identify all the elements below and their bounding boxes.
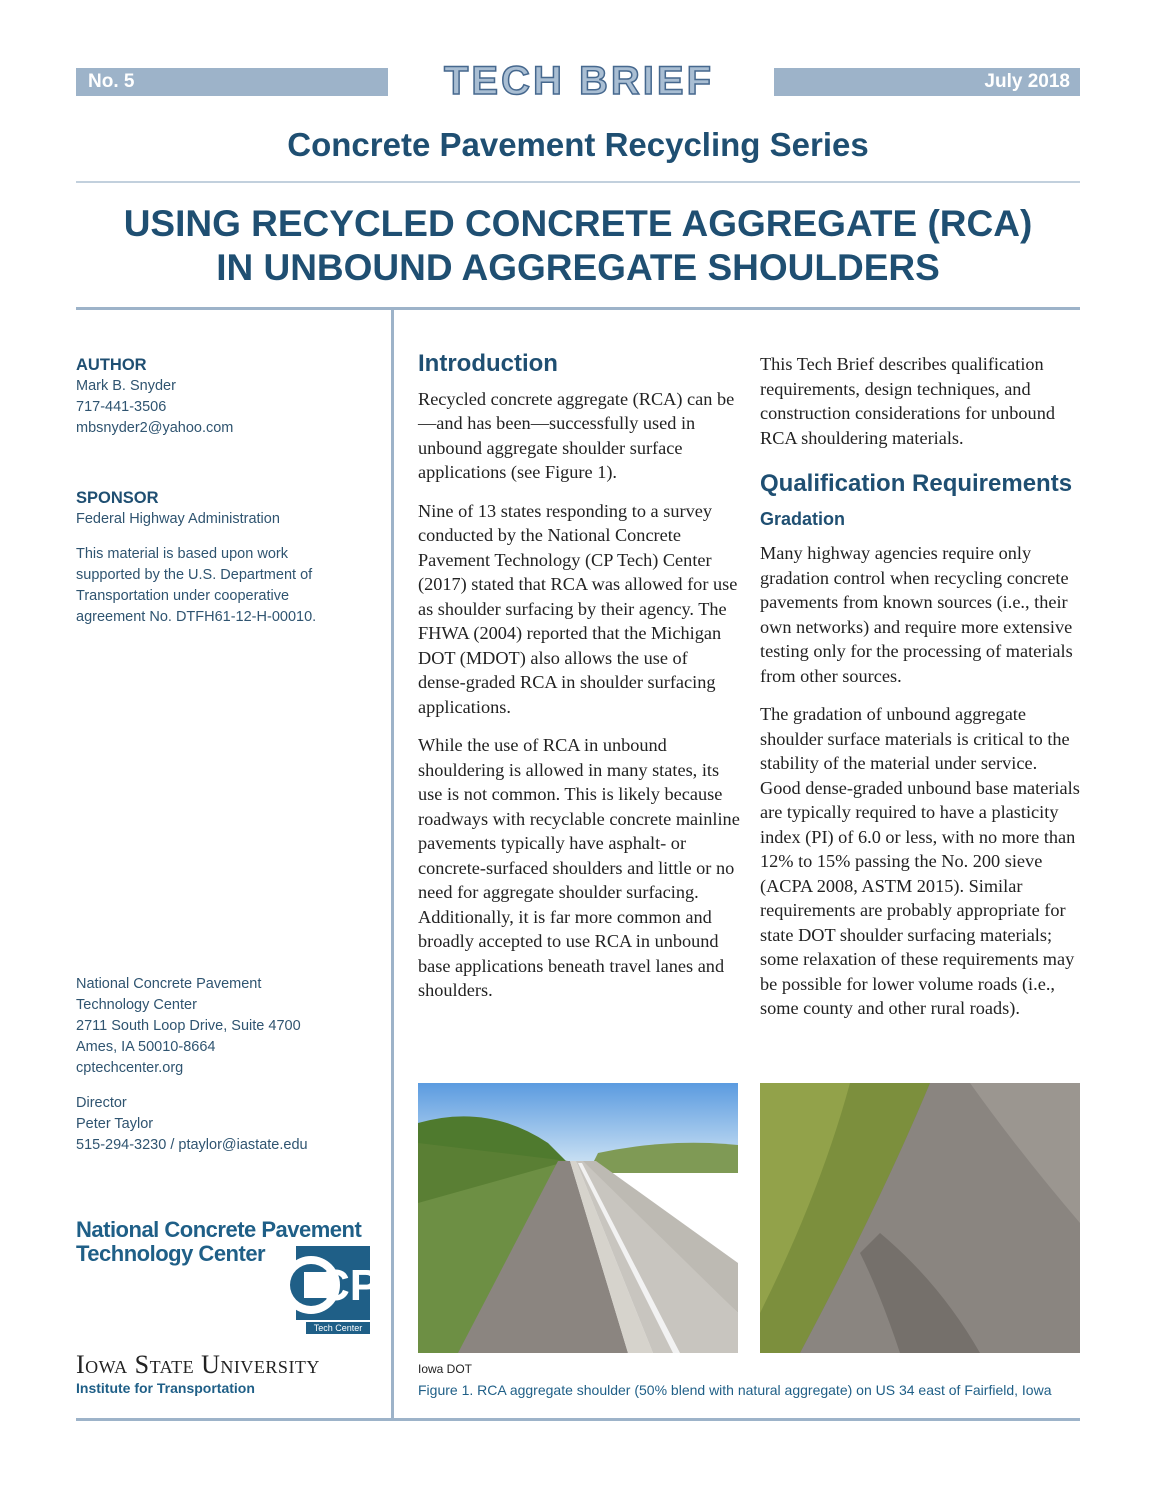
- center-address: 2711 South Loop Drive, Suite 4700: [76, 1018, 301, 1034]
- author-block: [76, 355, 376, 439]
- sponsor-block: [76, 488, 376, 628]
- center-name-2: Technology Center: [76, 997, 197, 1013]
- intro-paragraph-2: Nine of 13 states responding to a survey conducted by the National Concrete Pavement Technology (CP Tech) Center (2017) stated that RCA was allowed for use as shoulder surfacing by their agency. The FHWA (2004) reported that the Michigan DOT (MDOT) also allows the use of dense-graded RCA in shoulder surfacing applications.: [418, 500, 738, 717]
- issue-number: No. 5: [88, 71, 135, 92]
- isu-name: Iowa State University: [76, 1350, 320, 1379]
- qualification-heading: Qualification Requirements: [760, 470, 1073, 497]
- cp-logo-mark: [282, 1246, 380, 1334]
- series-title: Concrete Pavement Recycling Series: [287, 126, 869, 163]
- sponsor-label: SPONSOR: [76, 489, 159, 507]
- intro-paragraph-1: Recycled concrete aggregate (RCA) can be—and has been—successfully used in unbound aggregate shoulder surface applications (see Figure 1).: [418, 388, 735, 482]
- figure-photo-closeup: [760, 1083, 1080, 1353]
- qualification-column: [760, 352, 1080, 1035]
- figure-photo-road: [418, 1083, 738, 1353]
- logo-line-2: Technology Center: [76, 1241, 266, 1266]
- sponsor-note: This material is based upon work supported by the U.S. Department of Transportation under cooperative agreement No. DTFH61-12-H-00010.: [76, 546, 317, 625]
- center-website[interactable]: cptechcenter.org: [76, 1060, 184, 1076]
- author-name: Mark B. Snyder: [76, 378, 176, 394]
- road-shoulder-photo: [418, 1083, 738, 1353]
- title-divider: [76, 307, 1080, 310]
- gradation-subheading: Gradation: [760, 508, 846, 529]
- logo-line-1: National Concrete Pavement: [76, 1217, 362, 1242]
- cp-logo-badge: Tech Center: [306, 1322, 370, 1334]
- figure-caption: Figure 1. RCA aggregate shoulder (50% blend with natural aggregate) on US 34 east of Fairfield, Iowa: [418, 1382, 1052, 1398]
- sponsor-name: Federal Highway Administration: [76, 511, 280, 527]
- author-label: AUTHOR: [76, 356, 147, 374]
- author-email[interactable]: mbsnyder2@yahoo.com: [76, 420, 234, 436]
- center-city: Ames, IA 50010-8664: [76, 1039, 216, 1055]
- photo-credit: Iowa DOT: [418, 1362, 473, 1376]
- intro-paragraph-3: While the use of RCA in unbound shouldering is allowed in many states, its use is not common. This is likely because roadways with recyclable concrete mainline pavements typically have asphalt- or concrete-surfaced shoulders and little or no need for aggregate shoulder surfacing. Additionally, it is far more common and broadly accepted to use RCA in unbound base applications beneath travel lanes and shoulders.: [418, 735, 740, 1000]
- tech-brief-wordmark: TECH BRIEF: [444, 59, 714, 103]
- introduction-column: [418, 352, 740, 1017]
- center-name-1: National Concrete Pavement: [76, 976, 262, 992]
- introduction-heading: Introduction: [418, 350, 558, 377]
- divider: [76, 181, 1080, 183]
- footer-divider: [76, 1418, 1080, 1421]
- header-bar-right: [774, 68, 1080, 96]
- isu-subtitle: Institute for Transportation: [76, 1380, 255, 1396]
- isu-logo: [76, 1350, 376, 1396]
- director-contact: 515-294-3230 / ptaylor@iastate.edu: [76, 1137, 308, 1153]
- issue-date: July 2018: [984, 71, 1070, 92]
- column-divider: [391, 310, 394, 1420]
- author-phone: 717-441-3506: [76, 399, 167, 415]
- director-name: Peter Taylor: [76, 1116, 154, 1132]
- title-line-1: USING RECYCLED CONCRETE AGGREGATE (RCA): [123, 203, 1033, 244]
- gradation-paragraph-2: The gradation of unbound aggregate shoulder surface materials is critical to the stability of the material under service. Good dense-graded unbound base materials are typically required to have a plasticity index (PI) of 6.0 or less, with no more than 12% to 15% passing the No. 200 sieve (ACPA 2008, ASTM 2015). Similar requirements are probably appropriate for state DOT shoulder surfacing materials; some relaxation of these requirements may be possible for lower volume roads (i.e., some county and other rural roads).: [760, 704, 1080, 1018]
- title-line-2: IN UNBOUND AGGREGATE SHOULDERS: [216, 247, 940, 288]
- gradation-paragraph-1: Many highway agencies require only gradation control when recycling concrete pavements from known sources (i.e., their own networks) and require more extensive testing only for the processing of materials from other sources.: [760, 543, 1073, 686]
- gravel-closeup-photo: [760, 1083, 1080, 1353]
- tech-brief-description: This Tech Brief describes qualification requirements, design techniques, and construction considerations for unbound RCA shouldering materials.: [760, 354, 1055, 448]
- page-title: [0, 202, 1156, 290]
- cp-logo-letters: CP: [318, 1261, 380, 1310]
- header-bar-left: [76, 68, 388, 96]
- director-label: Director: [76, 1095, 127, 1111]
- center-contact-block: [76, 974, 376, 1156]
